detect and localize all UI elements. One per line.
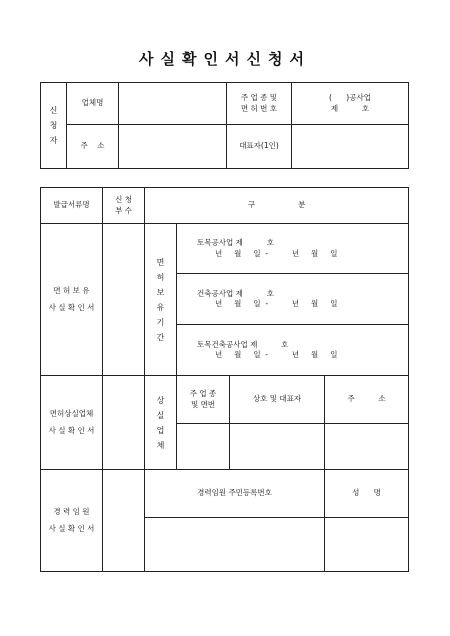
copies-header bbox=[103, 188, 145, 224]
license-holding-row-3-line2: 년 월 일 - 년 월 일 bbox=[215, 350, 338, 359]
license-loss-side-label: 상실업체 bbox=[145, 376, 177, 470]
license-loss-trade-name-header: 상호 및 대표자 bbox=[230, 376, 325, 424]
business-name-field[interactable] bbox=[119, 83, 227, 125]
license-loss-trade-name-field[interactable] bbox=[230, 424, 325, 470]
career-rrn-field[interactable] bbox=[145, 518, 325, 572]
license-type-label bbox=[227, 83, 292, 125]
license-holding-period-label: 면허보유기간 bbox=[145, 224, 177, 376]
license-loss-doc-name bbox=[41, 376, 103, 470]
license-holding-doc-name-line1: 면 허 보 유 bbox=[53, 286, 90, 295]
license-holding-copies-field[interactable] bbox=[103, 224, 145, 376]
doc-type-header: 발급서류명 bbox=[41, 188, 103, 224]
representative-field[interactable] bbox=[292, 125, 409, 169]
career-rrn-header: 경력임원 주민등록번호 bbox=[145, 470, 325, 518]
license-value-line1: ( )공사업 bbox=[329, 93, 371, 103]
license-loss-industry-field[interactable] bbox=[177, 424, 230, 470]
representative-label: 대표자(1인) bbox=[227, 125, 292, 169]
issuance-table bbox=[40, 187, 409, 572]
address-label: 주 소 bbox=[67, 125, 119, 169]
license-holding-doc-name-line2: 사 실 확 인 서 bbox=[48, 302, 95, 312]
license-holding-row-1[interactable] bbox=[177, 224, 409, 274]
license-loss-industry-header-line2: 및 면번 bbox=[190, 399, 216, 409]
license-loss-copies-field[interactable] bbox=[103, 376, 145, 470]
license-holding-doc-name bbox=[41, 224, 103, 376]
license-holding-row-1-line1: 토목공사업 제 호 bbox=[197, 238, 274, 248]
career-doc-name-line2: 사 실 확 인 서 bbox=[48, 523, 95, 533]
license-holding-row-1-line2: 년 월 일 - 년 월 일 bbox=[215, 248, 338, 258]
career-name-field[interactable] bbox=[325, 518, 409, 572]
license-holding-row-3-line1: 토목건축공사업 제 호 bbox=[197, 339, 289, 349]
license-loss-industry-header-line1: 주 업 종 bbox=[189, 389, 217, 399]
copies-header-line2: 부 수 bbox=[115, 205, 132, 215]
license-field[interactable] bbox=[292, 83, 409, 125]
license-holding-row-2-line1: 건축공사업 제 호 bbox=[197, 288, 274, 298]
division-header: 구 분 bbox=[145, 188, 409, 224]
license-loss-address-field[interactable] bbox=[325, 424, 409, 470]
page-title: 사실확인서신청서 bbox=[139, 50, 311, 68]
applicant-table bbox=[40, 82, 409, 169]
license-holding-row-2[interactable] bbox=[177, 274, 409, 325]
career-doc-name-line1: 경 력 임 원 bbox=[53, 507, 90, 516]
license-loss-doc-name-line2: 사 실 확 인 서 bbox=[48, 425, 95, 435]
license-loss-address-header: 주 소 bbox=[325, 376, 409, 424]
address-field[interactable] bbox=[119, 125, 227, 169]
license-value-line2: 제 호 bbox=[330, 103, 370, 113]
career-copies-field[interactable] bbox=[103, 470, 145, 572]
license-type-label-line2: 면 허 번 호 bbox=[240, 103, 278, 113]
license-holding-row-3[interactable] bbox=[177, 325, 409, 376]
license-holding-row-2-line2: 년 월 일 - 년 월 일 bbox=[215, 299, 338, 308]
copies-header-line1: 신 청 bbox=[115, 195, 132, 205]
business-name-label: 업체명 bbox=[67, 83, 119, 125]
career-name-header: 성 명 bbox=[325, 470, 409, 518]
license-loss-industry-header bbox=[177, 376, 230, 424]
license-loss-doc-name-line1: 면허상실업체 bbox=[49, 409, 94, 418]
career-doc-name bbox=[41, 470, 103, 572]
applicant-label: 신청자 bbox=[41, 83, 67, 169]
license-type-label-line1: 주 업 종 및 bbox=[240, 93, 278, 103]
